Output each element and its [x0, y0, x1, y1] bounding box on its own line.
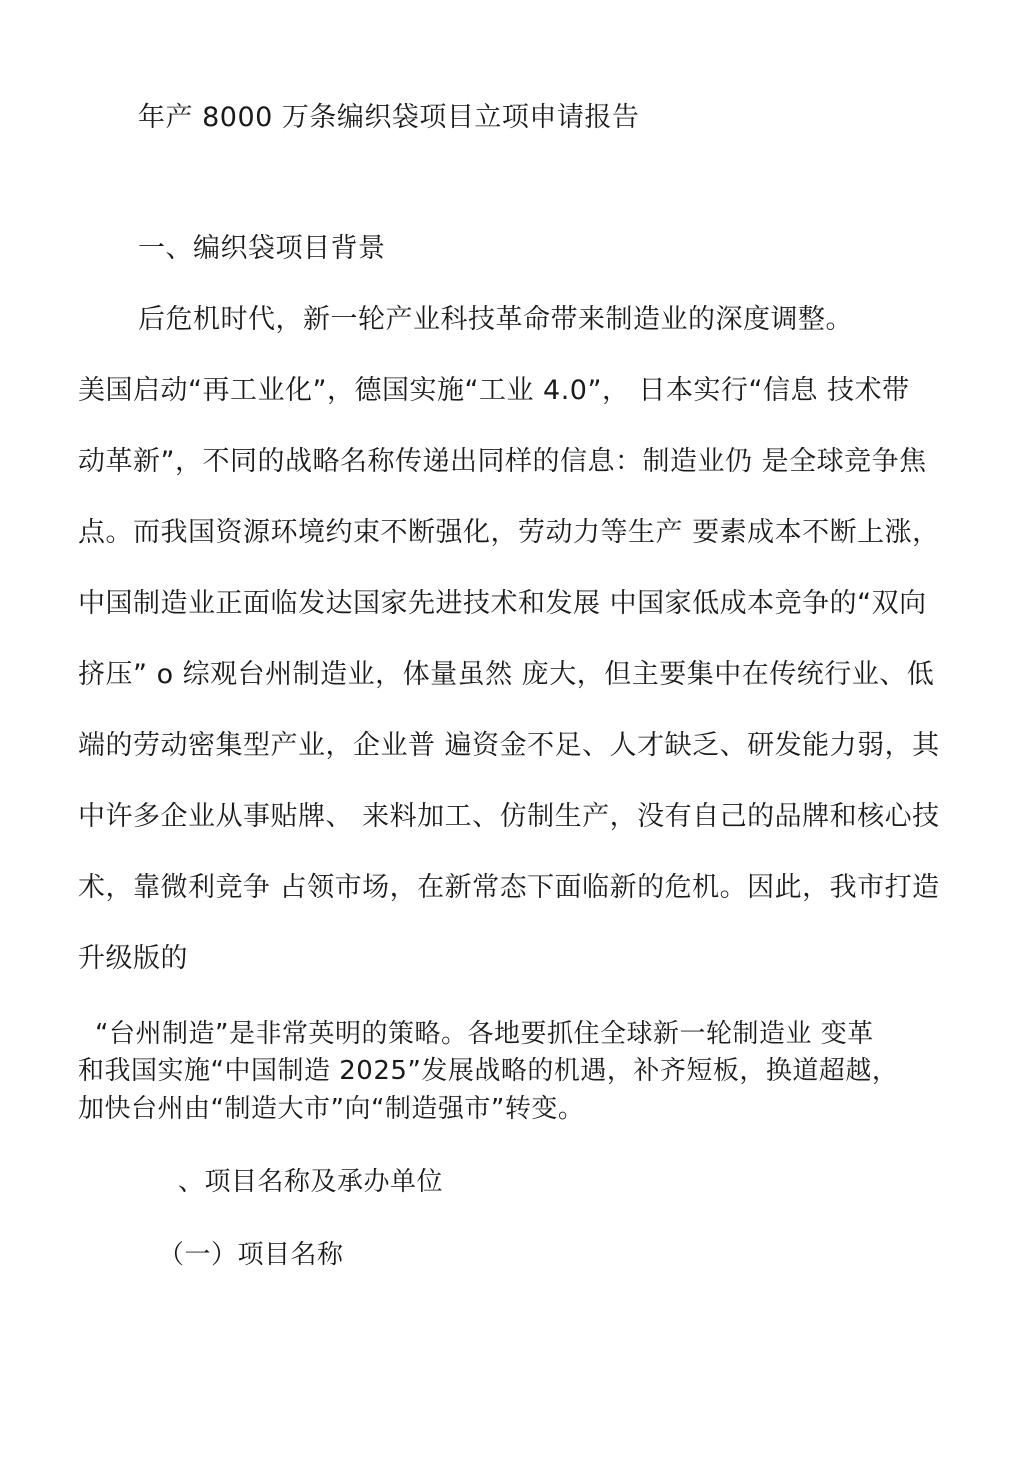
paragraph-line: 术，靠微利竞争 占领市场，在新常态下面临新的危机。因此，我市打造 [78, 872, 940, 903]
paragraph-line: 升级版的 [78, 943, 188, 974]
paragraph-line: 中许多企业从事贴牌、 来料加工、仿制生产，没有自己的品牌和核心技 [78, 801, 940, 832]
document-title: 年产 8000 万条编织袋项目立项申请报告 [138, 102, 640, 133]
subsection-heading-project-name: （一）项目名称 [158, 1240, 344, 1270]
paragraph-line: 后危机时代，新一轮产业科技革命带来制造业的深度调整。 [138, 304, 853, 335]
paragraph-line: 挤压” o 综观台州制造业，体量虽然 庞大，但主要集中在传统行业、低 [78, 659, 935, 690]
paragraph-line: 加快台州由“制造大市”向“制造强市”转变。 [78, 1094, 585, 1124]
section-heading-project-name-and-organizer: 、项目名称及承办单位 [178, 1167, 444, 1197]
paragraph-line: “台州制造”是非常英明的策略。各地要抓住全球新一轮制造业 变革 [95, 1019, 874, 1049]
paragraph-line: 中国制造业正面临发达国家先进技术和发展 中国家低成本竞争的“双向 [78, 588, 927, 619]
paragraph-line: 端的劳动密集型产业，企业普 遍资金不足、人才缺乏、研发能力弱，其 [78, 730, 940, 761]
paragraph-line: 美国启动“再工业化”，德国实施“工业 4.0”， 日本实行“信息 技术带 [78, 375, 910, 406]
paragraph-line: 动革新”，不同的战略名称传递出同样的信息：制造业仍 是全球竞争焦 [78, 446, 927, 477]
section-heading-background: 一、编织袋项目背景 [138, 233, 386, 264]
paragraph-line: 点。而我国资源环境约束不断强化，劳动力等生产 要素成本不断上涨， [78, 517, 940, 548]
paragraph-line: 和我国实施“中国制造 2025”发展战略的机遇，补齐短板，换道超越， [78, 1056, 899, 1086]
